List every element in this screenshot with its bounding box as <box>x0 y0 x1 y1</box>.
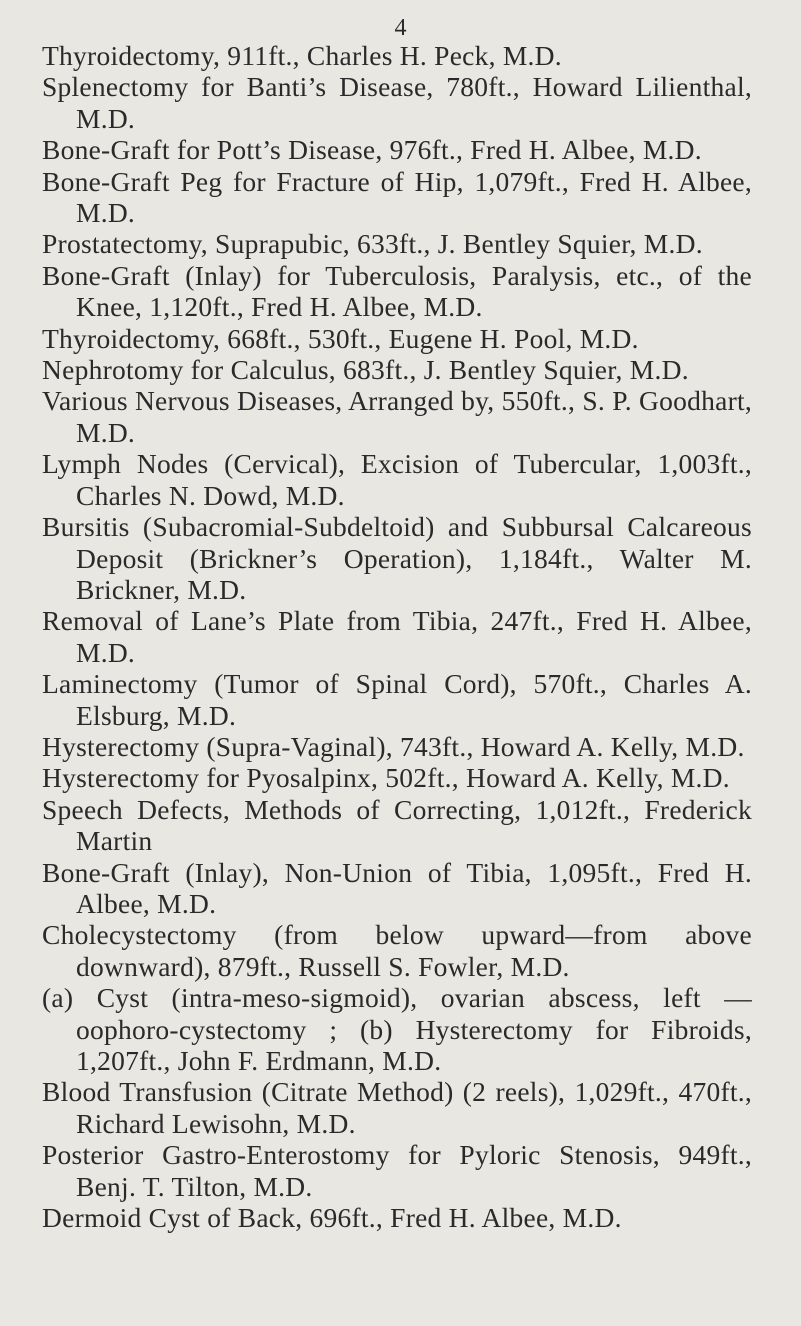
film-entry-bone-graft-peg-hip: Bone-Graft Peg for Fracture of Hip, 1,079ft., Fred H. Albee, M.D. <box>42 165 752 229</box>
film-entry-hysterectomy-supra-vaginal: Hysterectomy (Supra-Vaginal), 743ft., Howard A. Kelly, M.D. <box>42 730 745 762</box>
film-entry-hysterectomy-pyosalpinx: Hysterectomy for Pyosalpinx, 502ft., Howard A. Kelly, M.D. <box>42 762 730 794</box>
film-entry-cyst-hysterectomy: (a) Cyst (intra-meso-sigmoid), ovarian abscess, left —oophoro-cystectomy ; (b) Hysterectomy for Fibroids, 1,207ft., John F. Erdmann, M.D. <box>42 982 752 1076</box>
film-entry-cholecystectomy: Cholecystectomy (from below upward—from above downward), 879ft., Russell S. Fowler, M.D. <box>42 919 752 982</box>
film-entry-bursitis: Bursitis (Subacromial-Subdeltoid) and Subbursal Calcareous Deposit (Brickner’s Operation), 1,184ft., Walter M. Brickner, M.D. <box>42 511 752 605</box>
film-entry-lanes-plate: Removal of Lane’s Plate from Tibia, 247ft., Fred H. Albee, M.D. <box>42 605 752 668</box>
film-entry-speech-defects: Speech Defects, Methods of Correcting, 1,012ft., Frederick Martin <box>42 793 752 857</box>
film-entry-thyroidectomy-peck: Thyroidectomy, 911ft., Charles H. Peck, M.D. <box>42 40 562 71</box>
film-entry-bone-graft-knee: Bone-Graft (Inlay) for Tuberculosis, Paralysis, etc., of the Knee, 1,120ft., Fred H. Albee, M.D. <box>42 259 752 323</box>
film-entry-thyroidectomy-pool: Thyroidectomy, 668ft., 530ft., Eugene H. Pool, M.D. <box>42 322 639 354</box>
film-entry-blood-transfusion: Blood Transfusion (Citrate Method) (2 reels), 1,029ft., 470ft., Richard Lewisohn, M.D. <box>42 1076 752 1139</box>
film-entry-bone-graft-tibia: Bone-Graft (Inlay), Non-Union of Tibia, 1,095ft., Fred H. Albee, M.D. <box>42 856 752 919</box>
film-entry-nervous-diseases: Various Nervous Diseases, Arranged by, 550ft., S. P. Goodhart, M.D. <box>42 385 752 448</box>
film-entry-dermoid-cyst: Dermoid Cyst of Back, 696ft., Fred H. Albee, M.D. <box>42 1202 622 1234</box>
film-entry-nephrotomy: Nephrotomy for Calculus, 683ft., J. Bentley Squier, M.D. <box>42 354 689 386</box>
film-entry-splenectomy: Splenectomy for Banti’s Disease, 780ft., Howard Lilienthal, M.D. <box>42 71 752 134</box>
film-entry-laminectomy: Laminectomy (Tumor of Spinal Cord), 570ft., Charles A. Elsburg, M.D. <box>42 668 752 731</box>
film-entry-gastro-enterostomy: Posterior Gastro-Enterostomy for Pyloric Stenosis, 949ft., Benj. T. Tilton, M.D. <box>42 1139 752 1202</box>
film-list <box>42 40 752 1233</box>
film-entry-bone-graft-potts: Bone-Graft for Pott’s Disease, 976ft., Fred H. Albee, M.D. <box>42 134 702 166</box>
page-number: 4 <box>394 15 407 41</box>
film-entry-prostatectomy: Prostatectomy, Suprapubic, 633ft., J. Bentley Squier, M.D. <box>42 228 703 260</box>
film-entry-lymph-nodes: Lymph Nodes (Cervical), Excision of Tubercular, 1,003ft., Charles N. Dowd, M.D. <box>42 448 752 511</box>
